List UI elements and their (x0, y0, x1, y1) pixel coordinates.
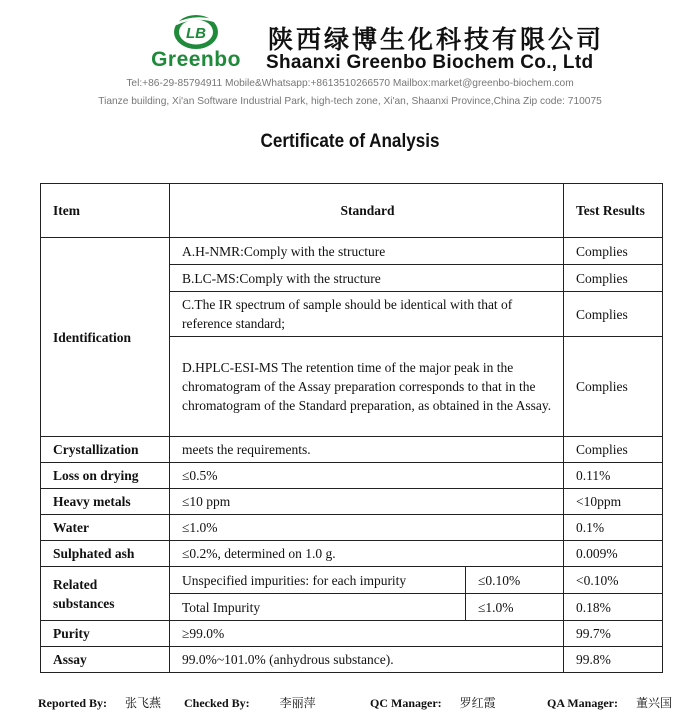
reported-by-name: 张飞燕 (125, 696, 162, 710)
item-cell: Loss on drying (41, 463, 170, 489)
company-name-cn: 陕西绿博生化科技有限公司 (268, 25, 605, 54)
standard-cell: ≤0.5% (170, 463, 564, 489)
contact-line: Tel:+86-29-85794911 Mobile&Whatsapp:+8613510266570 Mailbox:market@greenbo-biochem.com (126, 78, 574, 89)
table-row (41, 489, 663, 515)
result-cell: Complies (564, 238, 663, 265)
table-row (41, 541, 663, 567)
result-cell: 0.009% (564, 541, 663, 567)
logo-monogram: LB (186, 25, 206, 42)
analysis-table (40, 183, 663, 673)
item-cell: Purity (41, 621, 170, 647)
limit-cell: ≤0.10% (466, 567, 564, 594)
result-cell: Complies (564, 437, 663, 463)
standard-cell: ≤0.2%, determined on 1.0 g. (170, 541, 564, 567)
limit-cell: ≤1.0% (466, 594, 564, 621)
header-standard: Standard (170, 184, 564, 238)
header-item: Item (41, 184, 170, 238)
standard-cell: Unspecified impurities: for each impurity (170, 567, 466, 594)
result-cell: 99.7% (564, 621, 663, 647)
checked-by-name: 李丽萍 (279, 696, 316, 710)
table-row (41, 437, 663, 463)
table-row (41, 463, 663, 489)
table-row (41, 515, 663, 541)
checked-by (184, 694, 316, 711)
reported-by-label: Reported By: (38, 696, 107, 710)
result-cell: Complies (564, 292, 663, 337)
company-name-en: Shaanxi Greenbo Biochem Co., Ltd (266, 52, 594, 73)
table-row (41, 647, 663, 673)
standard-cell: ≤1.0% (170, 515, 564, 541)
item-related-substances: Related substances (41, 567, 170, 621)
standard-cell: A.H-NMR:Comply with the structure (170, 238, 564, 265)
result-cell: Complies (564, 337, 663, 437)
result-cell: Complies (564, 265, 663, 292)
standard-cell: D.HPLC-ESI-MS The retention time of the major peak in the chromatogram of the Assay preparation corresponds to that in the chromatogram of the Standard preparation, as obtained in the Assay. (170, 337, 564, 437)
qa-manager-label: QA Manager: (547, 696, 618, 710)
standard-cell: ≤10 ppm (170, 489, 564, 515)
standard-cell: C.The IR spectrum of sample should be identical with that of reference standard; (170, 292, 564, 337)
standard-cell: 99.0%~101.0% (anhydrous substance). (170, 647, 564, 673)
result-cell: <10ppm (564, 489, 663, 515)
result-cell: 0.1% (564, 515, 663, 541)
table-row (41, 567, 663, 594)
standard-cell: ≥99.0% (170, 621, 564, 647)
result-cell: <0.10% (564, 567, 663, 594)
table-row (41, 621, 663, 647)
item-cell: Assay (41, 647, 170, 673)
item-cell: Sulphated ash (41, 541, 170, 567)
address-line: Tianze building, Xi'an Software Industrial Park, high-tech zone, Xi'an, Shaanxi Province,China Zip code: 710075 (98, 96, 602, 107)
result-cell: 0.11% (564, 463, 663, 489)
item-cell: Crystallization (41, 437, 170, 463)
qc-manager (370, 694, 496, 711)
qa-manager-name: 董兴国 (636, 696, 673, 710)
item-cell: Heavy metals (41, 489, 170, 515)
item-identification: Identification (41, 238, 170, 437)
qc-manager-name: 罗红霞 (459, 696, 496, 710)
standard-cell: B.LC-MS:Comply with the structure (170, 265, 564, 292)
reported-by (38, 694, 161, 711)
header-results: Test Results (564, 184, 663, 238)
checked-by-label: Checked By: (184, 696, 250, 710)
qa-manager (547, 694, 672, 711)
qc-manager-label: QC Manager: (370, 696, 442, 710)
page-title: Certificate of Analysis (260, 131, 440, 152)
standard-cell: meets the requirements. (170, 437, 564, 463)
result-cell: 0.18% (564, 594, 663, 621)
table-row (41, 238, 663, 265)
item-cell: Water (41, 515, 170, 541)
logo-wordmark: Greenbo (151, 48, 241, 71)
standard-cell: Total Impurity (170, 594, 466, 621)
table-header-row (41, 184, 663, 238)
result-cell: 99.8% (564, 647, 663, 673)
